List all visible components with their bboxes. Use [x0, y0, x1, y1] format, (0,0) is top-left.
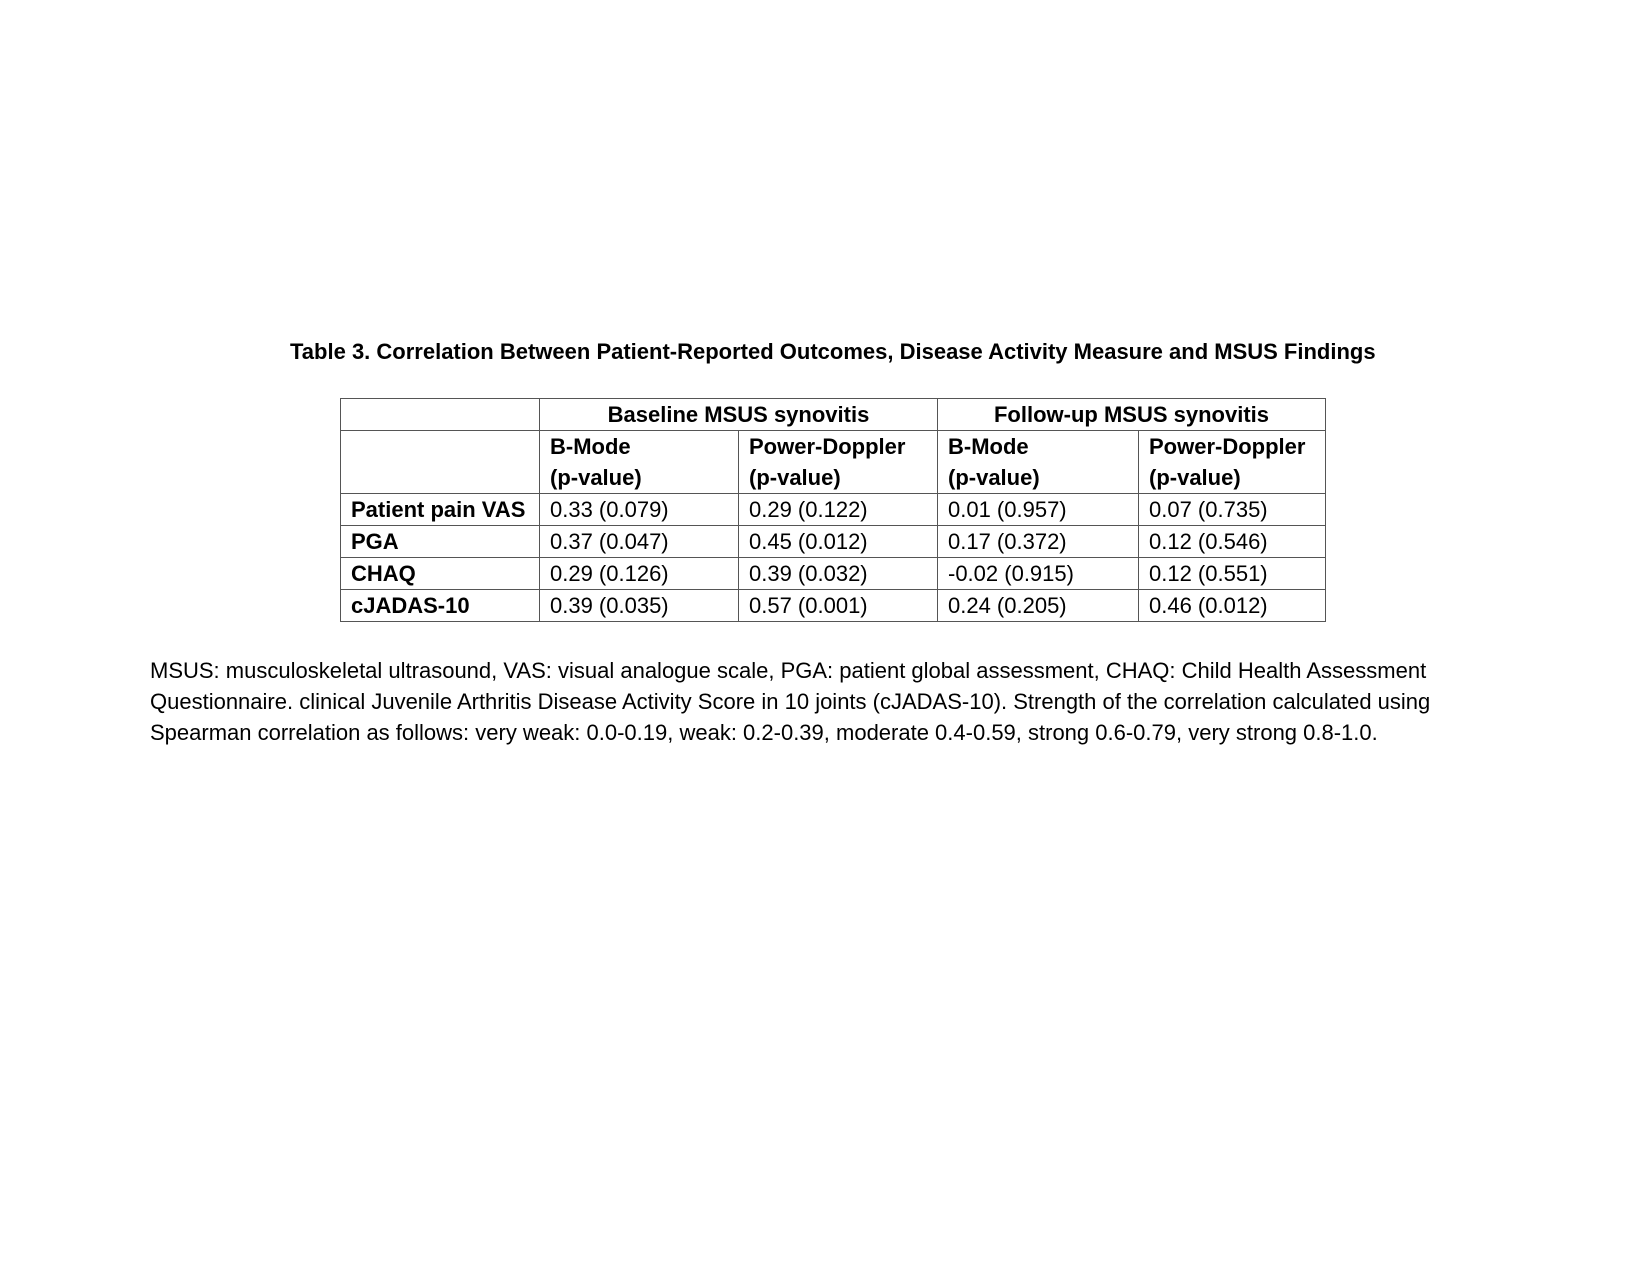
followup-bmode-header: [938, 431, 1139, 494]
followup-group-header: Follow-up MSUS synovitis: [938, 399, 1326, 431]
table-footnote: MSUS: musculoskeletal ultrasound, VAS: visual analogue scale, PGA: patient global assessment, CHAQ: Child Health Assessment Questionnaire. clinical Juvenile Arthritis Disease Activity Score in 10 joints (cJADAS-10). Strength of the correlation calculated using Spearman correlation as follows: very weak: 0.0-0.19, weak: 0.2-0.39, moderate 0.4-0.59, strong 0.6-0.79, very strong 0.8-1.0.: [150, 658, 1431, 745]
header-line1: B-Mode: [550, 434, 631, 459]
table-cell: 0.39 (0.035): [540, 590, 739, 622]
table-row: [341, 494, 1326, 526]
group-header-row: [341, 399, 1326, 431]
table-cell: 0.46 (0.012): [1139, 590, 1326, 622]
baseline-powerdoppler-header: [739, 431, 938, 494]
row-label: cJADAS-10: [341, 590, 540, 622]
table-cell: 0.12 (0.551): [1139, 558, 1326, 590]
table-row: [341, 558, 1326, 590]
table-cell: 0.12 (0.546): [1139, 526, 1326, 558]
sub-header-row: [341, 431, 1326, 494]
header-line1: Power-Doppler: [749, 434, 906, 459]
table-cell: 0.17 (0.372): [938, 526, 1139, 558]
row-label: PGA: [341, 526, 540, 558]
baseline-group-header: Baseline MSUS synovitis: [540, 399, 938, 431]
table-cell: 0.33 (0.079): [540, 494, 739, 526]
table-cell: 0.24 (0.205): [938, 590, 1139, 622]
correlation-table: [340, 398, 1326, 622]
table-cell: 0.01 (0.957): [938, 494, 1139, 526]
baseline-bmode-header: [540, 431, 739, 494]
table-cell: 0.29 (0.126): [540, 558, 739, 590]
table-cell: 0.29 (0.122): [739, 494, 938, 526]
header-line1: B-Mode: [948, 434, 1029, 459]
row-label: Patient pain VAS: [341, 494, 540, 526]
table-row: [341, 526, 1326, 558]
header-line2: (p-value): [948, 465, 1040, 490]
table-row: [341, 590, 1326, 622]
header-line2: (p-value): [1149, 465, 1241, 490]
header-line2: (p-value): [749, 465, 841, 490]
table-cell: 0.57 (0.001): [739, 590, 938, 622]
table-cell: 0.07 (0.735): [1139, 494, 1326, 526]
table-cell: 0.39 (0.032): [739, 558, 938, 590]
header-line2: (p-value): [550, 465, 642, 490]
empty-corner-cell: [341, 399, 540, 431]
header-line1: Power-Doppler: [1149, 434, 1306, 459]
table-cell: 0.45 (0.012): [739, 526, 938, 558]
row-label: CHAQ: [341, 558, 540, 590]
followup-powerdoppler-header: [1139, 431, 1326, 494]
empty-row-label-cell: [341, 431, 540, 494]
table-cell: 0.37 (0.047): [540, 526, 739, 558]
table-title: Table 3. Correlation Between Patient-Reported Outcomes, Disease Activity Measure and MSUS Findings: [290, 339, 1376, 364]
table-cell: -0.02 (0.915): [938, 558, 1139, 590]
